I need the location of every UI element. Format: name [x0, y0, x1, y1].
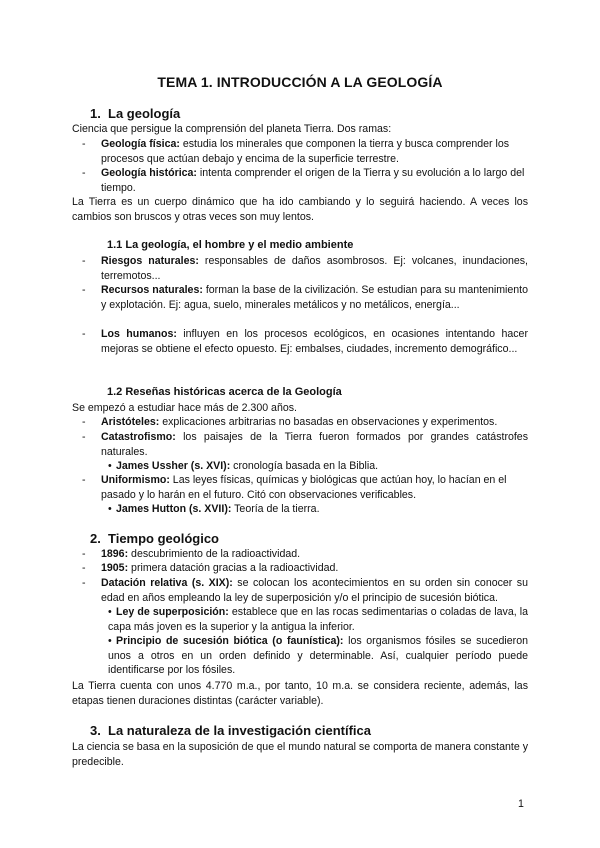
item-text: forman la base de la civilización. Se estudian para su mantenimiento y explotación. Ej: agua, suelo, minerales metálicos y no metálicos, energía...: [101, 284, 529, 311]
section-2-heading: [90, 531, 219, 546]
bullet-dot: •: [108, 635, 112, 647]
list-item: [82, 430, 528, 459]
item-term: Los humanos:: [101, 328, 177, 340]
dash-bullet: -: [82, 255, 86, 267]
section-1-title: La geología: [108, 106, 181, 121]
section-2-title: Tiempo geológico: [108, 531, 219, 546]
section-1-2-intro: Se empezó a estudiar hace más de 2.300 años.: [72, 402, 297, 414]
item-term: Riesgos naturales:: [101, 255, 199, 267]
item-text: se colocan los acontecimientos en su orden sin conocer su edad en años empleando la ley de superposición y/o el principio de sucesión biótica.: [101, 577, 528, 604]
item-text: cronología basada en la Biblia.: [230, 460, 379, 472]
section-1-closing: La Tierra es un cuerpo dinámico que ha ido cambiando y lo seguirá haciendo. A veces los cambios son bruscos y otras veces son muy lentos.: [72, 196, 528, 223]
list-item: [82, 283, 529, 312]
list-item: [82, 166, 528, 195]
item-term: James Hutton (s. XVII):: [116, 503, 232, 515]
section-1-number: 1.: [90, 106, 101, 121]
item-text: establece que en las rocas sedimentarias o coladas de lava, la capa más joven es la superior y la antigua la inferior.: [108, 606, 529, 633]
item-text: explicaciones arbitrarias no basadas en observaciones y experimentos.: [159, 416, 498, 428]
item-term: Catastrofismo:: [101, 431, 176, 443]
document-title: TEMA 1. INTRODUCCIÓN A LA GEOLOGÍA: [157, 74, 443, 90]
item-term: James Ussher (s. XVI):: [116, 460, 231, 472]
dash-bullet: -: [82, 138, 86, 150]
item-text: los paisajes de la Tierra fueron formados por grandes catástrofes naturales.: [101, 431, 528, 458]
bullet-dot: •: [108, 460, 112, 472]
item-text: estudia los minerales que componen la tierra y busca comprender los procesos que actúan debajo y encima de la superficie terrestre.: [101, 138, 510, 165]
section-1-1-heading: 1.1 La geología, el hombre y el medio ambiente: [107, 239, 354, 251]
list-item: [82, 327, 528, 356]
bullet-dot: •: [108, 606, 112, 618]
dash-bullet: -: [82, 284, 86, 296]
section-1-2-heading: 1.2 Reseñas históricas acerca de la Geología: [107, 386, 342, 398]
item-text: intenta comprender el origen de la Tierra y su evolución a lo largo del tiempo.: [101, 167, 525, 194]
dash-bullet: -: [82, 474, 86, 486]
section-3-heading: [90, 723, 371, 738]
item-term: 1905:: [101, 562, 129, 574]
page-number: 1: [518, 798, 524, 810]
dash-bullet: -: [82, 416, 86, 428]
item-text: los organismos fósiles se sucedieron unos a otros en un orden definido y determinable. Así, cualquier período puede identificarse por los fósiles.: [108, 635, 528, 676]
section-3-text: La ciencia se basa en la suposición de que el mundo natural se comporta de manera constante y predecible.: [72, 741, 528, 768]
list-item: [82, 561, 528, 576]
section-3-title: La naturaleza de la investigación científica: [108, 723, 371, 738]
sub-list-item: [108, 502, 528, 517]
dash-bullet: -: [82, 577, 86, 589]
sub-list-item: [108, 605, 528, 634]
item-term: 1896:: [101, 548, 129, 560]
bullet-dot: •: [108, 503, 112, 515]
item-term: Ley de superposición:: [116, 606, 229, 618]
item-term: Aristóteles:: [101, 416, 160, 428]
item-text: descubrimiento de la radioactividad.: [128, 548, 301, 560]
item-term: Datación relativa (s. XIX):: [101, 577, 233, 589]
list-item: [82, 547, 528, 562]
dash-bullet: -: [82, 167, 86, 179]
section-3-number: 3.: [90, 723, 101, 738]
item-text: Teoría de la tierra.: [231, 503, 320, 515]
item-term: Principio de sucesión biótica (o faunística):: [116, 635, 344, 647]
list-item: [82, 473, 528, 502]
dash-bullet: -: [82, 328, 86, 340]
sub-list-item: [108, 459, 528, 474]
item-text: Las leyes físicas, químicas y biológicas que actúan hoy, lo hacían en el pasado y lo harán en el futuro. Citó con observaciones verificables.: [101, 474, 507, 501]
item-term: Geología histórica:: [101, 167, 197, 179]
list-item: [82, 576, 528, 605]
dash-bullet: -: [82, 431, 86, 443]
section-2-number: 2.: [90, 531, 101, 546]
section-1-intro: Ciencia que persigue la comprensión del planeta Tierra. Dos ramas:: [72, 123, 392, 135]
list-item: [82, 415, 528, 430]
sub-list-item: [108, 634, 528, 678]
dash-bullet: -: [82, 562, 86, 574]
item-text: influyen en los procesos ecológicos, en ocasiones intentando hacer mejoras se obtiene el efecto opuesto. Ej: embalses, ciudades, incremento demográfico...: [101, 328, 528, 355]
section-2-closing: La Tierra cuenta con unos 4.770 m.a., por tanto, 10 m.a. se considera reciente, además, las etapas tienen duraciones distintas (carácter variable).: [72, 680, 528, 707]
item-text: primera datación gracias a la radioactividad.: [128, 562, 339, 574]
dash-bullet: -: [82, 548, 86, 560]
list-item: [82, 254, 528, 283]
item-text: responsables de daños asombrosos. Ej: volcanes, inundaciones, terremotos...: [101, 255, 528, 282]
section-1-heading: [90, 106, 180, 121]
item-term: Uniformismo:: [101, 474, 170, 486]
item-term: Geología física:: [101, 138, 180, 150]
item-term: Recursos naturales:: [101, 284, 203, 296]
list-item: [82, 137, 528, 166]
